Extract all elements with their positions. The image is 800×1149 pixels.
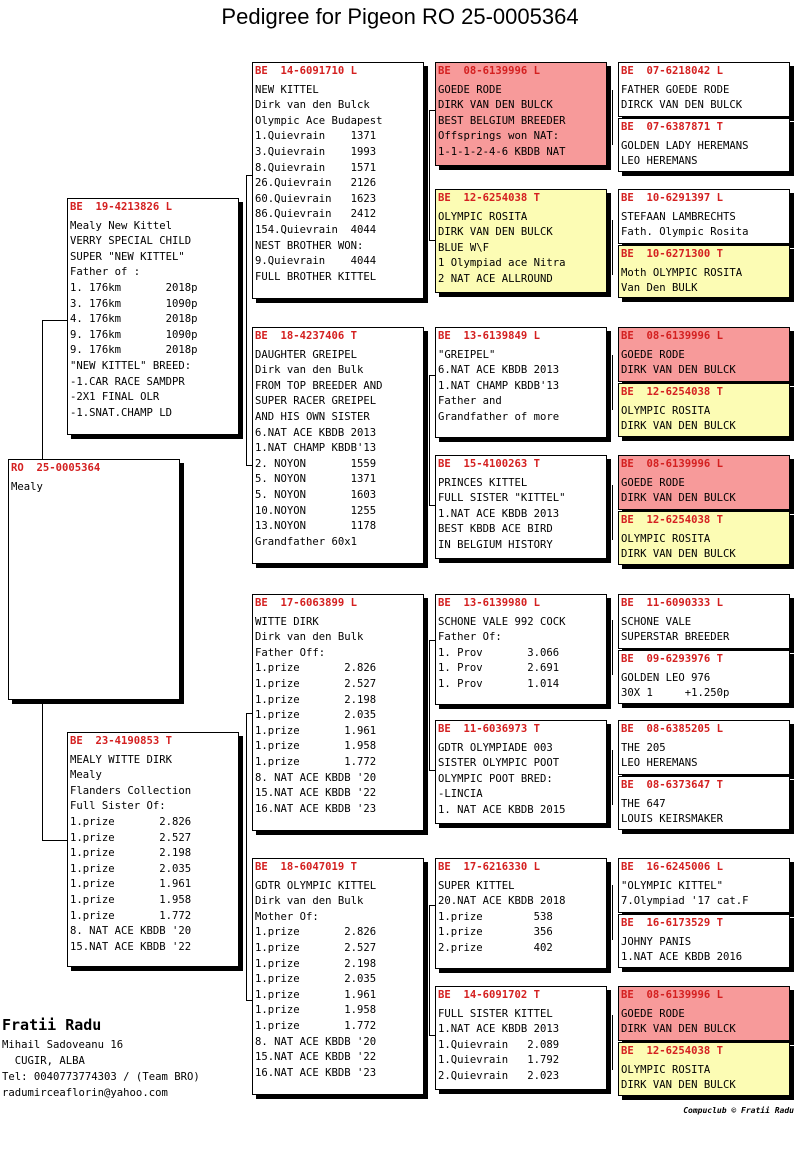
ring-number: BE 19-4213826 L xyxy=(70,201,173,213)
pigeon-info-line: 1.prize 2.198 xyxy=(255,693,377,706)
pigeon-info-line: OLYMPIC POOT BRED: xyxy=(438,772,553,785)
pigeon-info-line: Grandfather of more xyxy=(438,410,560,423)
pigeon-g14[interactable] xyxy=(618,914,790,968)
ring-number: BE 08-6139996 L xyxy=(621,330,724,342)
pigeon-g15[interactable] xyxy=(618,986,790,1041)
pigeon-info-line: 1.prize 1.961 xyxy=(255,988,377,1001)
ring-number: BE 16-6245006 L xyxy=(621,861,724,873)
pigeon-info-line: OLYMPIC ROSITA xyxy=(621,532,711,545)
pigeon-info-line: 1.prize 1.772 xyxy=(255,1019,377,1032)
pigeon-info-line: BEST KBDB ACE BIRD xyxy=(438,523,553,536)
pigeon-info-line: FULL SISTER KITTEL xyxy=(438,1007,553,1020)
pigeon-info-line: 1.prize 2.826 xyxy=(255,662,377,675)
pigeon-info-line: 16.NAT ACE KBDB '23 xyxy=(255,1066,377,1079)
pigeon-info-line: 1.Quievrain 1371 xyxy=(255,130,377,143)
ring-number: BE 14-6091710 L xyxy=(255,65,358,77)
pigeon-info-line: 7.Olympiad '17 cat.F xyxy=(621,895,749,908)
pigeon-info-line: MEALY WITTE DIRK xyxy=(70,753,173,766)
pigeon-info-line: 10.NOYON 1255 xyxy=(255,504,377,517)
pigeon-info-line: DIRK VAN DEN BULCK xyxy=(438,226,553,239)
pigeon-info-line: 1.prize 1.772 xyxy=(255,755,377,768)
pigeon-info-line: "GREIPEL" xyxy=(438,348,496,361)
pigeon-info-line: 1.prize 1.772 xyxy=(70,909,192,922)
connector-line xyxy=(246,713,247,1000)
pigeon-info-line: 15.NAT ACE KBDB '22 xyxy=(255,787,377,800)
pigeon-info-line: IN BELGIUM HISTORY xyxy=(438,538,553,551)
pigeon-info-line: FULL SISTER "KITTEL" xyxy=(438,492,566,505)
pigeon-info-line: 1.prize 1.961 xyxy=(255,724,377,737)
pigeon-info-line: 1.prize 1.958 xyxy=(255,740,377,753)
pigeon-info-line: SCHONE VALE 992 COCK xyxy=(438,615,566,628)
pigeon-g2[interactable] xyxy=(618,118,790,172)
pigeon-info-line: STEFAAN LAMBRECHTS xyxy=(621,210,736,223)
pigeon-info-line: Father of : xyxy=(70,266,141,279)
ring-number: BE 14-6091702 T xyxy=(438,989,541,1001)
pigeon-info-line: FROM TOP BREEDER AND xyxy=(255,379,383,392)
ring-number: BE 12-6254038 T xyxy=(621,386,724,398)
pigeon-g5[interactable] xyxy=(618,327,790,382)
connector-line xyxy=(612,1015,613,1070)
pigeon-info-line: DIRK VAN DEN BULCK xyxy=(621,548,736,561)
pigeon-info-line: 3. 176km 1090p xyxy=(70,297,198,310)
pigeon-sds[interactable] xyxy=(435,327,607,438)
pigeon-info-line: AND HIS OWN SISTER xyxy=(255,410,370,423)
owner-address-line2: CUGIR, ALBA xyxy=(2,1055,85,1067)
pigeon-info-line: 1.prize 2.527 xyxy=(70,831,192,844)
ring-number: BE 08-6373647 T xyxy=(621,779,724,791)
pigeon-info-line: LEO HEREMANS xyxy=(621,757,698,770)
pigeon-info-line: 1.prize 2.826 xyxy=(255,926,377,939)
pigeon-info-line: -2X1 FINAL OLR xyxy=(70,391,160,404)
connector-line xyxy=(42,320,43,459)
pigeon-info-line: Mealy xyxy=(70,769,102,782)
pigeon-info-line: LOUIS KEIRSMAKER xyxy=(621,813,724,826)
connector-line xyxy=(429,375,430,505)
pigeon-info-line: 6.NAT ACE KBDB 2013 xyxy=(438,364,560,377)
pigeon-subject[interactable] xyxy=(8,459,180,700)
pigeon-info-line: 60.Quievrain 1623 xyxy=(255,192,377,205)
owner-name: Fratii Radu xyxy=(2,1016,102,1034)
pigeon-info-line: NEST BROTHER WON: xyxy=(255,239,364,252)
ring-number: BE 07-6218042 L xyxy=(621,65,724,77)
pigeon-info-line: 1. 176km 2018p xyxy=(70,281,198,294)
pigeon-info-line: 1.prize 2.035 xyxy=(255,709,377,722)
connector-line xyxy=(612,885,613,940)
pigeon-info-line: 26.Quievrain 2126 xyxy=(255,177,377,190)
connector-line xyxy=(42,700,43,840)
pigeon-info-line: PRINCES KITTEL xyxy=(438,476,528,489)
pigeon-info-line: LEO HEREMANS xyxy=(621,155,698,168)
pigeon-info-line: 13.NOYON 1178 xyxy=(255,520,377,533)
ring-number: RO 25-0005364 xyxy=(11,462,101,474)
pigeon-info-line: 1.NAT CHAMP KBDB'13 xyxy=(255,442,377,455)
connector-line xyxy=(42,320,69,321)
pigeon-info-line: Mealy xyxy=(11,480,43,493)
pigeon-info-line: VERRY SPECIAL CHILD xyxy=(70,235,192,248)
pigeon-info-line: 2.Quievrain 2.023 xyxy=(438,1069,560,1082)
pigeon-info-line: OLYMPIC ROSITA xyxy=(621,1063,711,1076)
pigeon-info-line: THE 647 xyxy=(621,797,666,810)
pigeon-info-line: GOLDEN LEO 976 xyxy=(621,671,711,684)
pigeon-info-line: 30X 1 +1.250p xyxy=(621,687,730,700)
pigeon-info-line: OLYMPIC ROSITA xyxy=(621,404,711,417)
pigeon-g10[interactable] xyxy=(618,650,790,704)
ring-number: BE 10-6271300 T xyxy=(621,248,724,260)
owner-email[interactable]: radumirceaflorin@yahoo.com xyxy=(2,1087,168,1099)
pigeon-dsd[interactable] xyxy=(435,720,607,824)
pigeon-info-line: 1.NAT ACE KBDB 2013 xyxy=(438,507,560,520)
pigeon-info-line: 16.NAT ACE KBDB '23 xyxy=(255,802,377,815)
pigeon-info-line: -1.SNAT.CHAMP LD xyxy=(70,406,173,419)
pigeon-info-line: 1.prize 538 xyxy=(438,910,553,923)
pigeon-info-line: GOEDE RODE xyxy=(438,83,502,96)
ring-number: BE 11-6090333 L xyxy=(621,597,724,609)
pigeon-info-line: FATHER GOEDE RODE xyxy=(621,83,730,96)
pigeon-info-line: DAUGHTER GREIPEL xyxy=(255,348,358,361)
ring-number: BE 17-6063899 L xyxy=(255,597,358,609)
pigeon-info-line: 9. 176km 2018p xyxy=(70,344,198,357)
pigeon-info-line: WITTE DIRK xyxy=(255,615,319,628)
ring-number: BE 07-6387871 T xyxy=(621,121,724,133)
ring-number: BE 18-6047019 T xyxy=(255,861,358,873)
pigeon-info-line: OLYMPIC ROSITA xyxy=(438,210,528,223)
pigeon-info-line: 2 NAT ACE ALLROUND xyxy=(438,272,553,285)
pigeon-dds[interactable] xyxy=(435,858,607,969)
pigeon-info-line: BEST BELGIUM BREEDER xyxy=(438,114,566,127)
pigeon-info-line: 1.prize 2.527 xyxy=(255,941,377,954)
pigeon-info-line: GDTR OLYMPIC KITTEL xyxy=(255,879,377,892)
connector-line xyxy=(246,175,247,465)
owner-phone: Tel: 0040773774303 / (Team BRO) xyxy=(2,1071,200,1083)
pigeon-info-line: Grandfather 60x1 xyxy=(255,535,358,548)
pigeon-info-line: Offsprings won NAT: xyxy=(438,130,560,143)
ring-number: BE 23-4190853 T xyxy=(70,735,173,747)
pigeon-info-line: -1.CAR RACE SAMDPR xyxy=(70,375,185,388)
pigeon-dam-dam[interactable] xyxy=(252,858,424,1095)
footer-credit: Compuclub © Fratii Radu xyxy=(683,1106,794,1115)
ring-number: BE 12-6254038 T xyxy=(621,514,724,526)
pigeon-info-line: 1. Prov 2.691 xyxy=(438,662,560,675)
pigeon-g16[interactable] xyxy=(618,1042,790,1096)
pigeon-info-line: Full Sister Of: xyxy=(70,800,166,813)
pigeon-dam-sire[interactable] xyxy=(252,594,424,831)
pigeon-info-line: Dirk van den Bulck xyxy=(255,99,370,112)
pigeon-info-line: GOEDE RODE xyxy=(621,348,685,361)
pigeon-info-line: DIRK VAN DEN BULCK xyxy=(438,99,553,112)
pigeon-info-line: Mother Of: xyxy=(255,910,319,923)
pigeon-info-line: BLUE W\F xyxy=(438,241,490,254)
pigeon-info-line: 8. NAT ACE KBDB '20 xyxy=(255,771,377,784)
pigeon-g9[interactable] xyxy=(618,594,790,649)
pigeon-info-line: SCHONE VALE xyxy=(621,615,692,628)
page-title: Pedigree for Pigeon RO 25-0005364 xyxy=(221,4,579,29)
pigeon-sire[interactable] xyxy=(67,198,239,435)
connector-line xyxy=(612,355,613,410)
pigeon-g11[interactable] xyxy=(618,720,790,775)
pigeon-info-line: 1.prize 2.035 xyxy=(70,862,192,875)
pigeon-info-line: 15.NAT ACE KBDB '22 xyxy=(255,1051,377,1064)
pigeon-info-line: 4. 176km 2018p xyxy=(70,313,198,326)
pigeon-info-line: GDTR OLYMPIADE 003 xyxy=(438,741,553,754)
pigeon-info-line: -LINCIA xyxy=(438,788,483,801)
connector-line xyxy=(612,485,613,540)
pigeon-info-line: FULL BROTHER KITTEL xyxy=(255,270,377,283)
pigeon-info-line: GOEDE RODE xyxy=(621,1007,685,1020)
pigeon-sire-sire[interactable] xyxy=(252,62,424,299)
pigeon-info-line: 86.Quievrain 2412 xyxy=(255,208,377,221)
pigeon-ddd[interactable] xyxy=(435,986,607,1090)
pigeon-info-line: JOHNY PANIS xyxy=(621,935,692,948)
pigeon-info-line: DIRCK VAN DEN BULCK xyxy=(621,99,743,112)
pigeon-info-line: 1.prize 2.198 xyxy=(70,847,192,860)
pigeon-dss[interactable] xyxy=(435,594,607,705)
pigeon-info-line: 8.Quievrain 1571 xyxy=(255,161,377,174)
owner-address-line1: Mihail Sadoveanu 16 xyxy=(2,1039,124,1051)
pigeon-info-line: Father and xyxy=(438,395,502,408)
ring-number: BE 16-6173529 T xyxy=(621,917,724,929)
pigeon-info-line: 1 Olympiad ace Nitra xyxy=(438,257,566,270)
pigeon-info-line: Flanders Collection xyxy=(70,784,192,797)
ring-number: BE 13-6139849 L xyxy=(438,330,541,342)
pigeon-info-line: 1.NAT ACE KBDB 2016 xyxy=(621,951,743,964)
pigeon-g3[interactable] xyxy=(618,189,790,244)
connector-line xyxy=(612,90,613,145)
pigeon-info-line: 9.Quievrain 4044 xyxy=(255,255,377,268)
pigeon-info-line: NEW KITTEL xyxy=(255,83,319,96)
pigeon-info-line: 1.prize 2.826 xyxy=(70,815,192,828)
pigeon-info-line: 3.Quievrain 1993 xyxy=(255,145,377,158)
pigeon-info-line: 1.prize 1.958 xyxy=(255,1004,377,1017)
pigeon-info-line: 1.Quievrain 2.089 xyxy=(438,1038,560,1051)
connector-line xyxy=(612,220,613,275)
pigeon-g12[interactable] xyxy=(618,776,790,830)
connector-line xyxy=(612,750,613,805)
pigeon-info-line: 1. Prov 3.066 xyxy=(438,646,560,659)
pigeon-ssd[interactable] xyxy=(435,189,607,293)
pigeon-info-line: DIRK VAN DEN BULCK xyxy=(621,1079,736,1092)
pigeon-info-line: 2. NOYON 1559 xyxy=(255,457,377,470)
pigeon-sss[interactable] xyxy=(435,62,607,166)
ring-number: BE 08-6139996 L xyxy=(621,458,724,470)
pigeon-info-line: SUPER RACER GREIPEL xyxy=(255,395,377,408)
ring-number: BE 08-6139996 L xyxy=(621,989,724,1001)
pigeon-info-line: Mealy New Kittel xyxy=(70,219,173,232)
pigeon-info-line: 1. Prov 1.014 xyxy=(438,677,560,690)
pigeon-info-line: Dirk van den Bulk xyxy=(255,364,364,377)
ring-number: BE 13-6139980 L xyxy=(438,597,541,609)
pigeon-info-line: 8. NAT ACE KBDB '20 xyxy=(70,925,192,938)
pigeon-info-line: THE 205 xyxy=(621,741,666,754)
pigeon-info-line: 1.prize 356 xyxy=(438,926,553,939)
pigeon-info-line: Van Den BULK xyxy=(621,282,698,295)
pigeon-info-line: 1.prize 1.961 xyxy=(70,878,192,891)
pigeon-info-line: "NEW KITTEL" BREED: xyxy=(70,359,192,372)
pigeon-g1[interactable] xyxy=(618,62,790,117)
pigeon-info-line: Moth OLYMPIC ROSITA xyxy=(621,266,743,279)
pigeon-g8[interactable] xyxy=(618,511,790,565)
connector-line xyxy=(429,110,430,240)
pigeon-info-line: 1.Quievrain 1.792 xyxy=(438,1054,560,1067)
pigeon-info-line: SUPERSTAR BREEDER xyxy=(621,631,730,644)
pigeon-info-line: Father Of: xyxy=(438,631,502,644)
pigeon-info-line: 1.prize 2.527 xyxy=(255,677,377,690)
pigeon-info-line: Fath. Olympic Rosita xyxy=(621,226,749,239)
pigeon-info-line: GOEDE RODE xyxy=(621,476,685,489)
pigeon-info-line: Dirk van den Bulk xyxy=(255,895,364,908)
pigeon-info-line: DIRK VAN DEN BULCK xyxy=(621,420,736,433)
ring-number: BE 12-6254038 T xyxy=(438,192,541,204)
pigeon-info-line: SISTER OLYMPIC POOT xyxy=(438,757,560,770)
pigeon-g6[interactable] xyxy=(618,383,790,437)
pigeon-info-line: Dirk van den Bulk xyxy=(255,631,364,644)
pigeon-info-line: DIRK VAN DEN BULCK xyxy=(621,1023,736,1036)
ring-number: BE 08-6385205 L xyxy=(621,723,724,735)
ring-number: BE 12-6254038 T xyxy=(621,1045,724,1057)
pigeon-info-line: 15.NAT ACE KBDB '22 xyxy=(70,940,192,953)
ring-number: BE 09-6293976 T xyxy=(621,653,724,665)
pigeon-info-line: DIRK VAN DEN BULCK xyxy=(621,364,736,377)
pigeon-info-line: 5. NOYON 1603 xyxy=(255,488,377,501)
pigeon-info-line: 6.NAT ACE KBDB 2013 xyxy=(255,426,377,439)
pigeon-info-line: Olympic Ace Budapest xyxy=(255,114,383,127)
pigeon-info-line: SUPER KITTEL xyxy=(438,879,515,892)
pigeon-g7[interactable] xyxy=(618,455,790,510)
ring-number: BE 15-4100263 T xyxy=(438,458,541,470)
pigeon-info-line: GOLDEN LADY HEREMANS xyxy=(621,139,749,152)
pigeon-info-line: SUPER "NEW KITTEL" xyxy=(70,250,185,263)
connector-line xyxy=(612,620,613,675)
pigeon-info-line: 1.prize 1.958 xyxy=(70,893,192,906)
pigeon-g4[interactable] xyxy=(618,245,790,298)
ring-number: BE 18-4237406 T xyxy=(255,330,358,342)
pigeon-info-line: "OLYMPIC KITTEL" xyxy=(621,879,724,892)
pigeon-g13[interactable] xyxy=(618,858,790,913)
pigeon-info-line: DIRK VAN DEN BULCK xyxy=(621,492,736,505)
connector-line xyxy=(429,905,430,1035)
pigeon-info-line: 20.NAT ACE KBDB 2018 xyxy=(438,895,566,908)
pigeon-info-line: 2.prize 402 xyxy=(438,941,553,954)
pigeon-info-line: 1.NAT CHAMP KBDB'13 xyxy=(438,379,560,392)
connector-line xyxy=(42,840,69,841)
pigeon-info-line: Father Off: xyxy=(255,646,326,659)
connector-line xyxy=(429,640,430,770)
pigeon-info-line: 1.prize 2.198 xyxy=(255,957,377,970)
pigeon-info-line: 5. NOYON 1371 xyxy=(255,473,377,486)
ring-number: BE 08-6139996 L xyxy=(438,65,541,77)
pigeon-info-line: 1.prize 2.035 xyxy=(255,973,377,986)
pigeon-info-line: 1. NAT ACE KBDB 2015 xyxy=(438,803,566,816)
pigeon-sire-dam[interactable] xyxy=(252,327,424,564)
ring-number: BE 10-6291397 L xyxy=(621,192,724,204)
pigeon-dam[interactable] xyxy=(67,732,239,967)
pigeon-info-line: 1-1-1-2-4-6 KBDB NAT xyxy=(438,145,566,158)
pigeon-info-line: 8. NAT ACE KBDB '20 xyxy=(255,1035,377,1048)
pigeon-info-line: 154.Quievrain 4044 xyxy=(255,223,377,236)
ring-number: BE 17-6216330 L xyxy=(438,861,541,873)
ring-number: BE 11-6036973 T xyxy=(438,723,541,735)
pigeon-info-line: 9. 176km 1090p xyxy=(70,328,198,341)
pigeon-sdd[interactable] xyxy=(435,455,607,559)
pigeon-info-line: 1.NAT ACE KBDB 2013 xyxy=(438,1023,560,1036)
